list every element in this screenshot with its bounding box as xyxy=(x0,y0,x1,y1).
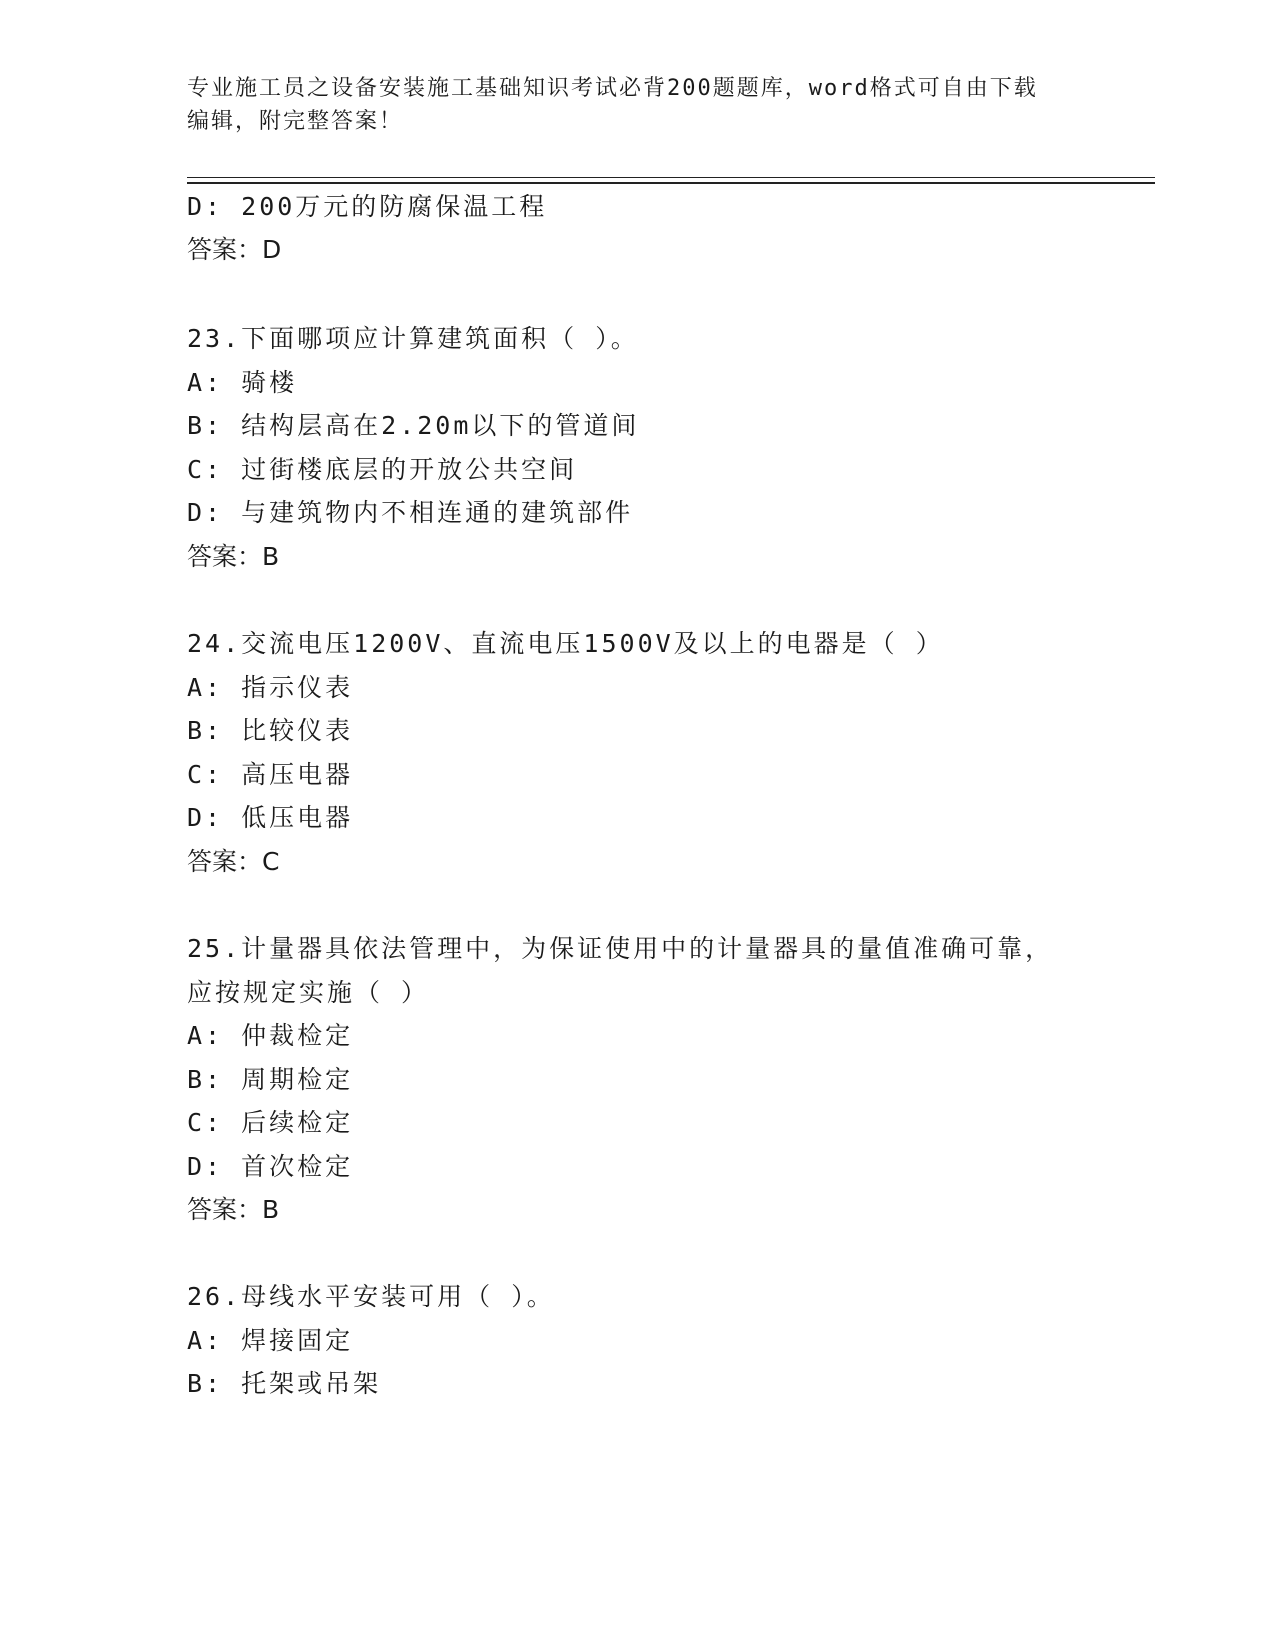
question-26: 26.母线水平安装可用（ ）。 xyxy=(187,1282,555,1311)
question-24: 24.交流电压1200V、直流电压1500V及以上的电器是（ ） xyxy=(187,629,944,658)
q24-option-d: D: 低压电器 xyxy=(187,803,354,832)
header-divider-thin xyxy=(187,177,1155,178)
q23-option-c: C: 过街楼底层的开放公共空间 xyxy=(187,455,578,484)
q23-option-b: B: 结构层高在2.20m以下的管道间 xyxy=(187,411,640,440)
q25-option-d: D: 首次检定 xyxy=(187,1152,354,1181)
q25-option-a: A: 仲裁检定 xyxy=(187,1021,354,1050)
document-header xyxy=(187,72,1087,138)
question-25-line-2: 应按规定实施（ ） xyxy=(187,978,430,1007)
q24-option-b: B: 比较仪表 xyxy=(187,716,354,745)
header-line-2: 编辑，附完整答案！ xyxy=(187,109,404,134)
q23-option-a: A: 骑楼 xyxy=(187,368,298,397)
q23-answer: 答案：B xyxy=(187,542,280,571)
prev-option-d: D: 200万元的防腐保温工程 xyxy=(187,192,548,221)
q26-option-a: A: 焊接固定 xyxy=(187,1326,354,1355)
q25-option-c: C: 后续检定 xyxy=(187,1108,354,1137)
q24-option-c: C: 高压电器 xyxy=(187,760,354,789)
q25-answer: 答案：B xyxy=(187,1195,280,1224)
header-divider-thick xyxy=(187,182,1155,184)
prev-answer: 答案：D xyxy=(187,235,282,264)
question-25-line-1: 25.计量器具依法管理中，为保证使用中的计量器具的量值准确可靠， xyxy=(187,934,1054,963)
q24-answer: 答案：C xyxy=(187,847,280,876)
q23-option-d: D: 与建筑物内不相连通的建筑部件 xyxy=(187,498,634,527)
q24-option-a: A: 指示仪表 xyxy=(187,673,354,702)
question-23: 23.下面哪项应计算建筑面积（ ）。 xyxy=(187,324,639,353)
q25-option-b: B: 周期检定 xyxy=(187,1065,354,1094)
q26-option-b: B: 托架或吊架 xyxy=(187,1369,382,1398)
header-line-1: 专业施工员之设备安装施工基础知识考试必背200题题库，word格式可自由下载 xyxy=(187,76,1038,101)
